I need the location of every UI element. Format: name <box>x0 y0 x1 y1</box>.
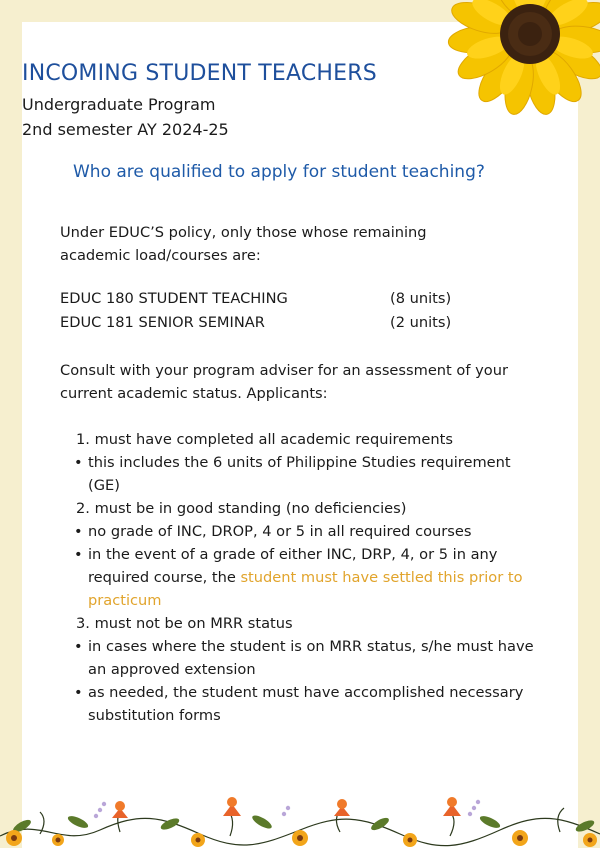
course-name-2: EDUC 181 SENIOR SEMINAR <box>60 314 265 331</box>
sunflower-icon <box>442 0 600 124</box>
requirement-item: 1. must have completed all academic requirements <box>76 431 453 448</box>
requirement-subitem: • this includes the 6 units of Philippine Studies requirement (GE) <box>60 451 540 497</box>
requirements-list <box>60 428 540 727</box>
section-question: Who are qualified to apply for student teaching? <box>73 162 485 182</box>
semester-label: 2nd semester AY 2024-25 <box>22 120 229 139</box>
requirement-item: 3. must not be on MRR status <box>76 615 293 632</box>
requirement-subitem: • in cases where the student is on MRR status, s/he must have an approved extension <box>60 635 540 681</box>
intro-text: Under EDUC’S policy, only those whose remaining academic load/courses are: <box>60 224 427 264</box>
course-name-1: EDUC 180 STUDENT TEACHING <box>60 290 288 307</box>
highlighted-text: student must have settled this prior to practicum <box>88 569 523 609</box>
course-units-1: (8 units) <box>390 290 452 307</box>
bullet-icon: • <box>74 546 83 563</box>
bullet-icon: • <box>74 684 83 701</box>
consult-text: Consult with your program adviser for an assessment of your current academic status. Applicants: <box>60 362 508 402</box>
bullet-icon: • <box>74 454 83 471</box>
requirement-item: 2. must be in good standing (no deficiencies) <box>76 500 407 517</box>
program-label: Undergraduate Program <box>22 95 216 114</box>
requirement-subitem: • in the event of a grade of either INC, DRP, 4, or 5 in any required course, the student must have settled this prior to practicum <box>60 543 540 612</box>
requirement-subitem: • no grade of INC, DROP, 4 or 5 in all required courses <box>60 520 540 543</box>
bullet-icon: • <box>74 638 83 655</box>
bullet-icon: • <box>74 523 83 540</box>
course-units-2: (2 units) <box>390 314 452 331</box>
page-title: INCOMING STUDENT TEACHERS <box>22 61 377 86</box>
requirement-subitem: • as needed, the student must have accomplished necessary substitution forms <box>60 681 540 727</box>
floral-border-icon <box>0 786 600 848</box>
